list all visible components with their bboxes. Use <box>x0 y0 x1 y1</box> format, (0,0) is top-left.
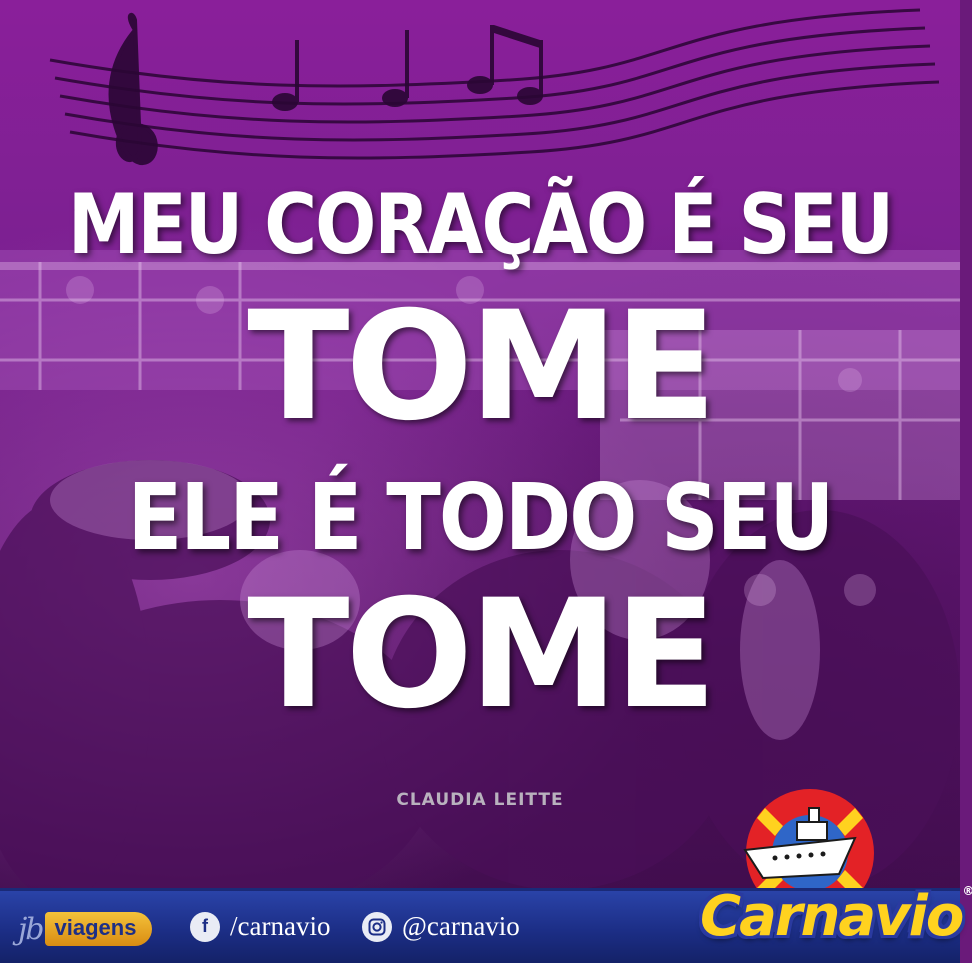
instagram-link[interactable] <box>362 911 520 942</box>
music-staff-icon <box>40 0 940 190</box>
instagram-handle: @carnavio <box>402 911 520 941</box>
registered-mark: ® <box>962 884 972 898</box>
lyric-line-4: TOME <box>247 568 713 742</box>
brand-name: Carnavio <box>700 884 963 949</box>
facebook-link[interactable] <box>190 911 330 942</box>
brand-logo[interactable] <box>700 884 972 949</box>
artist-credit: CLAUDIA LEITTE <box>396 790 564 810</box>
lyric-line-3: ELE É TODO SEU <box>127 463 833 571</box>
lyric-line-1: MEU CORAÇÃO É SEU <box>67 175 893 273</box>
partner-logo-text: viagens <box>45 912 153 946</box>
facebook-handle: /carnavio <box>230 911 331 941</box>
instagram-icon <box>362 912 392 942</box>
partner-logo[interactable] <box>18 907 152 951</box>
partner-logo-mark: jb <box>18 911 43 947</box>
facebook-icon: f <box>190 912 220 942</box>
lyric-line-2: TOME <box>247 280 713 454</box>
